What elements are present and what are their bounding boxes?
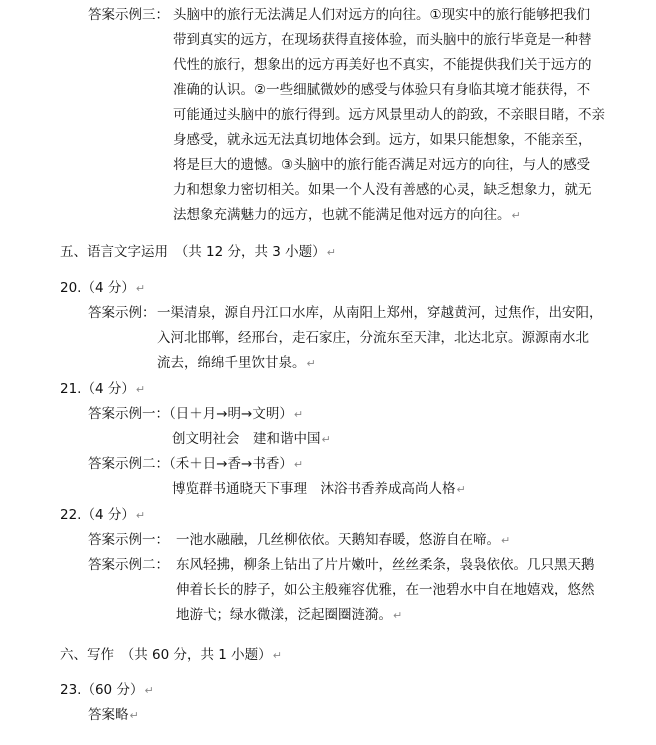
paragraph-mark-icon: ↵ xyxy=(393,609,403,622)
example-label: 答案示例一： xyxy=(88,532,169,548)
section-heading: 五、语言文字运用 （共 12 分，共 3 小题）↵ xyxy=(60,244,336,260)
text-line: 身感受，就永远无法真切地体会到。远方，如果只能想象，不能亲至， xyxy=(173,132,592,148)
text-line: 东风轻拂，柳条上钻出了片片嫩叶，丝丝柔条，袅袅依依。几只黑天鹅 xyxy=(176,557,595,573)
text-line: 带到真实的远方，在现场获得直接体验，而头脑中的旅行毕竟是一种替 xyxy=(173,32,592,48)
paragraph-mark-icon: ↵ xyxy=(326,246,336,259)
paragraph-mark-icon: ↵ xyxy=(135,282,146,295)
paragraph-mark-icon: ↵ xyxy=(321,433,331,446)
paragraph-mark-icon: ↵ xyxy=(135,383,146,396)
paragraph-mark-icon: ↵ xyxy=(293,458,304,471)
paragraph-mark-icon: ↵ xyxy=(129,709,139,722)
question-number: 20.（4 分）↵ xyxy=(60,280,146,296)
text-line: 一池水融融，几丝柳依依。天鹅知春暖，悠游自在啼。↵ xyxy=(176,532,511,548)
paragraph-mark-icon: ↵ xyxy=(272,649,282,662)
question-number: 22.（4 分）↵ xyxy=(60,507,146,523)
paragraph-mark-icon: ↵ xyxy=(456,483,466,496)
text-line: 博览群书通晓天下事理 沐浴书香养成高尚人格↵ xyxy=(172,481,466,497)
text-line: 力和想象力密切相关。如果一个人没有善感的心灵，缺乏想象力，就无 xyxy=(173,182,592,198)
text-line: 头脑中的旅行无法满足人们对远方的向往。①现实中的旅行能够把我们 xyxy=(173,7,591,23)
question-number: 23.（60 分）↵ xyxy=(60,682,154,698)
paragraph-mark-icon: ↵ xyxy=(144,684,154,697)
example-label: 答案示例一：（日＋月→明→文明）↵ xyxy=(88,406,304,422)
text-line: 地游弋；绿水微漾，泛起圈圈涟漪。↵ xyxy=(176,607,403,623)
example-label: 答案示例： xyxy=(88,305,156,321)
text-line: 法想象充满魅力的远方，也就不能满足他对远方的向往。↵ xyxy=(173,207,521,223)
text-line: 一渠清泉，源自丹江口水库，从南阳上郑州，穿越黄河，过焦作，出安阳， xyxy=(157,305,603,321)
section-heading: 六、写作 （共 60 分，共 1 小题）↵ xyxy=(60,647,282,663)
text-line: 准确的认识。②一些细腻微妙的感受与体验只有身临其境才能获得，不 xyxy=(173,82,591,98)
text-line: 伸着长长的脖子，如公主般雍容优雅，在一池碧水中自在地嬉戏，悠然 xyxy=(176,582,595,598)
paragraph-mark-icon: ↵ xyxy=(511,209,521,222)
text-line: 可能通过头脑中的旅行得到。远方风景里动人的韵致，不亲眼目睹，不亲 xyxy=(173,107,605,123)
answer-text: 答案略↵ xyxy=(88,707,139,723)
text-line: 将是巨大的遗憾。③头脑中的旅行能否满足对远方的向往，与人的感受 xyxy=(173,157,591,173)
example-label: 答案示例三： xyxy=(88,7,169,23)
example-label: 答案示例二： xyxy=(88,557,169,573)
paragraph-mark-icon: ↵ xyxy=(135,509,146,522)
text-line: 代性的旅行，想象出的远方再美好也不真实，不能提供我们关于远方的 xyxy=(173,57,592,73)
text-line: 创文明社会 建和谐中国↵ xyxy=(172,431,331,447)
paragraph-mark-icon: ↵ xyxy=(293,408,304,421)
example-label: 答案示例二：（禾＋日→香→书香）↵ xyxy=(88,456,304,472)
paragraph-mark-icon: ↵ xyxy=(501,534,511,547)
text-line: 流去，绵绵千里饮甘泉。↵ xyxy=(157,355,316,371)
text-line: 入河北邯郸，经邢台，走石家庄，分流东至天津，北达北京。源源南水北 xyxy=(157,330,589,346)
question-number: 21.（4 分）↵ xyxy=(60,381,146,397)
paragraph-mark-icon: ↵ xyxy=(306,357,316,370)
